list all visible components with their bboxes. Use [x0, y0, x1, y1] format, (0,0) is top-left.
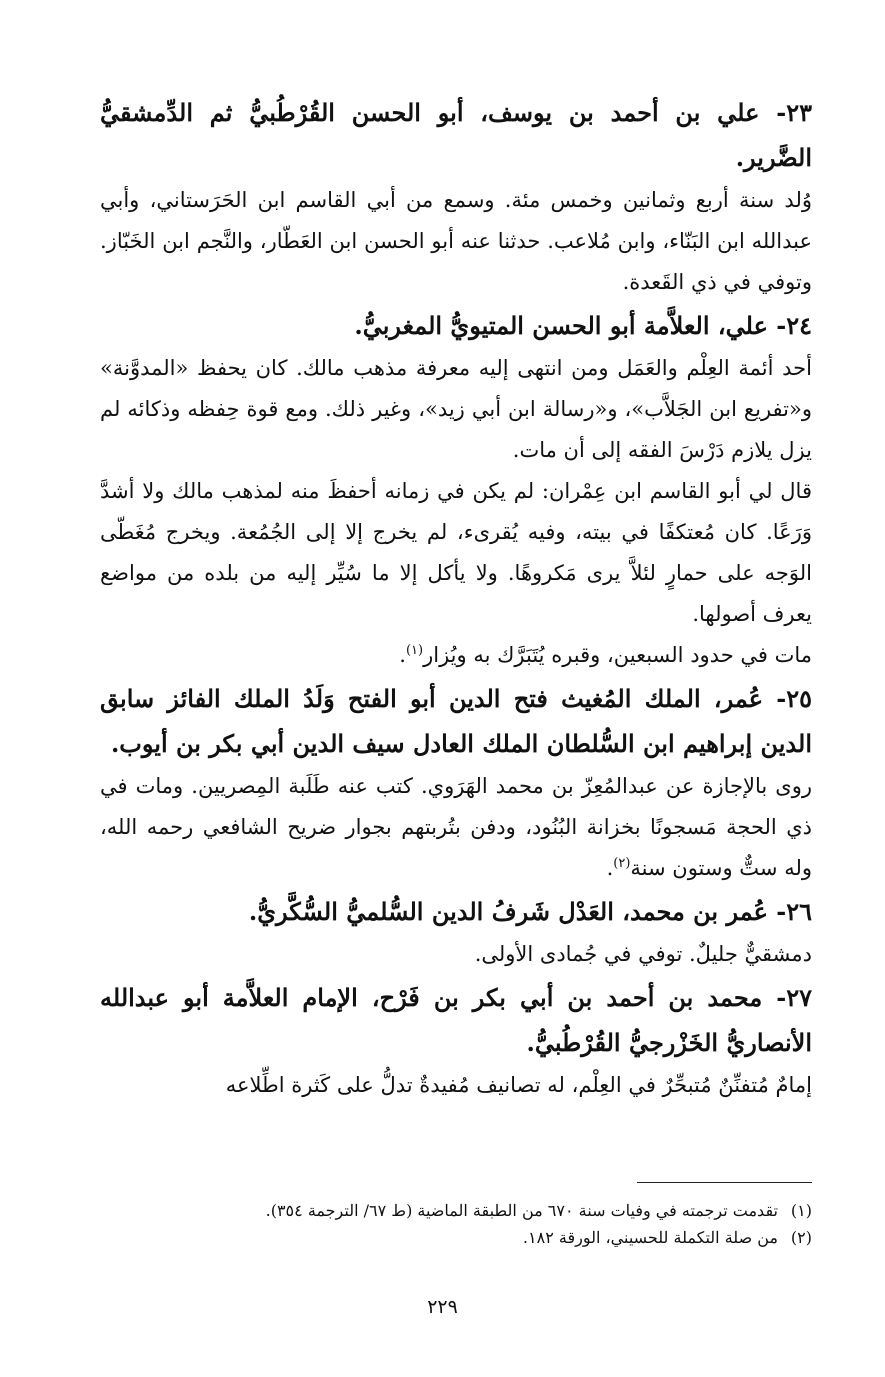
entry-heading-24: ٢٤- علي، العلاَّمة أبو الحسن المتيويُّ المغربيُّ.: [354, 311, 812, 340]
entry-closing-24: [100, 635, 812, 676]
footnote-ref-1[interactable]: (١): [405, 643, 424, 658]
footnote-2-text: من صلة التكملة للحسيني، الورقة ١٨٢.: [522, 1228, 778, 1247]
footnote-1-text: تقدمت ترجمته في وفيات سنة ٦٧٠ من الطبقة الماضية (ط ٦٧/ الترجمة ٣٥٤).: [265, 1201, 778, 1220]
entry-closing-25-end: .: [606, 856, 614, 880]
entry-paragraph-26: دمشقيٌّ جليلٌ. توفي في جُمادى الأولى.: [474, 942, 812, 966]
entry-heading-27: ٢٧- محمد بن أحمد بن أبي بكر بن فَرْح، الإمام العلاَّمة أبو عبدالله الأنصاريُّ الخَزْرجيُّ القُرْطُبيُّ.: [100, 983, 812, 1057]
page-number: ٢٢٩: [427, 1296, 458, 1318]
footnote-2: [100, 1224, 812, 1251]
entry-closing-25-text: روى بالإجازة عن عبدالمُعِزّ بن محمد الهَرَوي. كتب عنه طَلَبة المِصريين. ومات في ذي الحجة مَسجونًا بخزانة البُنُود، ودفن بتُربتهم بجوار ضريح الشافعي رحمه الله، وله ستٌّ وستون سنة: [100, 774, 812, 880]
entry-heading-23: ٢٣- علي بن أحمد بن يوسف، أبو الحسن القُرْطُبيُّ ثم الدِّمشقيُّ الضَّرير.: [100, 98, 812, 172]
footnote-ref-2[interactable]: (٢): [613, 856, 631, 871]
footnote-divider: [637, 1182, 812, 1183]
entry-paragraph-24-a: أحد أئمة العِلْم والعَمَل ومن انتهى إليه معرفة مذهب مالك. كان يحفظ «المدوَّنة» و«تفريع ابن الجَلاَّب»، و«رسالة ابن أبي زيد»، وغير ذلك. ومع قوة حِفظه وذكائه لم يزل يلازم دَرْسَ الفقه إلى أن مات.: [100, 356, 812, 462]
entry-paragraph-24-b: قال لي أبو القاسم ابن عِمْران: لم يكن في زمانه أحفظَ منه لمذهب مالك ولا أشدَّ وَرَعًا. كان مُعتكفًا في بيته، وفيه يُقرىء، لم يخرج إلا إلى الجُمُعة. ويخرج مُغَطّى الوَجه على حمارٍ لئلاَّ يرى مَكروهًا. ولا يأكل إلا ما سُيِّر إليه من بلده من مواضع يعرف أصولها.: [100, 479, 812, 626]
main-text: [100, 90, 812, 1106]
footnote-1: [100, 1197, 812, 1224]
entry-paragraph-27: إمامٌ مُتفنِّنٌ مُتبحِّرٌ في العِلْم، له تصانيف مُفيدةٌ تدلُّ على كَثرة اطِّلاعه: [225, 1073, 812, 1097]
entry-closing-24-text: مات في حدود السبعين، وقبره يُتَبَرَّك به ويُزار: [423, 643, 812, 667]
footnotes: [100, 1182, 812, 1251]
entry-heading-26: ٢٦- عُمر بن محمد، العَدْل شَرفُ الدين السُّلميُّ السُّكَّريُّ.: [248, 897, 812, 926]
footnote-2-number: (٢): [790, 1228, 812, 1247]
footnote-1-number: (١): [790, 1201, 812, 1220]
entry-closing-24-end: .: [399, 643, 406, 667]
entry-closing-25: [100, 766, 812, 889]
entry-heading-25: ٢٥- عُمر، الملك المُغيث فتح الدين أبو الفتح وَلَدُ الملك الفائز سابق الدين إبراهيم ابن السُّلطان الملك العادل سيف الدين أبي بكر بن أيوب.: [100, 684, 812, 758]
entry-paragraph-23: وُلد سنة أربع وثمانين وخمس مئة. وسمع من أبي القاسم ابن الحَرَستاني، وأبي عبدالله ابن البَنّاء، وابن مُلاعب. حدثنا عنه أبو الحسن ابن العَطّار، والنَّجم ابن الخَبّاز. وتوفي في ذي القَعدة.: [100, 188, 812, 294]
